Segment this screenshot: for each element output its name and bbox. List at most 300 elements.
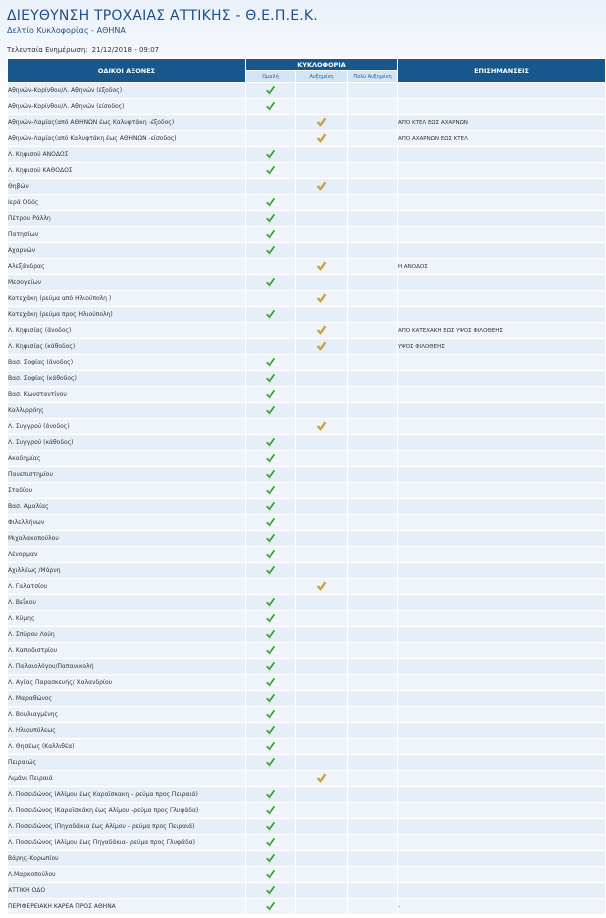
table-row — [8, 83, 606, 99]
green-check-icon — [265, 629, 276, 640]
status-cell-normal — [246, 787, 296, 803]
road-note — [398, 547, 606, 563]
status-cell-normal — [246, 435, 296, 451]
road-name: Λ. Αγίας Παρασκευής/ Χαλανδρίου — [8, 675, 246, 691]
status-cell-normal — [246, 691, 296, 707]
status-cell-very-increased — [348, 579, 398, 595]
table-row — [8, 451, 606, 467]
status-cell-increased — [296, 179, 348, 195]
status-cell-very-increased — [348, 771, 398, 787]
status-cell-increased — [296, 115, 348, 131]
road-name: Λ. Βεΐκου — [8, 595, 246, 611]
road-note — [398, 675, 606, 691]
road-name: Λ. Παλαιολόγου/Παπανικολή — [8, 659, 246, 675]
status-cell-increased — [296, 467, 348, 483]
status-cell-very-increased — [348, 307, 398, 323]
status-cell-increased — [296, 147, 348, 163]
status-cell-very-increased — [348, 515, 398, 531]
road-name: Σταδίου — [8, 483, 246, 499]
table-row — [8, 579, 606, 595]
status-cell-increased — [296, 899, 348, 915]
status-cell-normal — [246, 131, 296, 147]
yellow-check-icon — [316, 421, 327, 432]
status-cell-increased — [296, 83, 348, 99]
road-note — [398, 643, 606, 659]
road-note — [398, 83, 606, 99]
table-row — [8, 243, 606, 259]
status-cell-increased — [296, 675, 348, 691]
status-cell-very-increased — [348, 83, 398, 99]
status-cell-very-increased — [348, 435, 398, 451]
table-row — [8, 899, 606, 915]
yellow-check-icon — [316, 325, 327, 336]
status-cell-very-increased — [348, 595, 398, 611]
status-cell-increased — [296, 307, 348, 323]
status-cell-increased — [296, 163, 348, 179]
status-cell-normal — [246, 547, 296, 563]
traffic-table — [7, 58, 606, 915]
road-name: Καλλιρρόης — [8, 403, 246, 419]
status-cell-normal — [246, 467, 296, 483]
road-note: ΥΨΟΣ ΦΙΛΟΘΕΗΣ — [398, 339, 606, 355]
table-row — [8, 595, 606, 611]
road-name: Λ. Κηφισού ΑΝΟΔΟΣ — [8, 147, 246, 163]
table-row — [8, 723, 606, 739]
status-cell-very-increased — [348, 499, 398, 515]
road-note — [398, 819, 606, 835]
status-cell-normal — [246, 739, 296, 755]
yellow-check-icon — [316, 341, 327, 352]
status-cell-increased — [296, 323, 348, 339]
road-name: Βασ. Σοφίας (κάθοδος) — [8, 371, 246, 387]
road-note — [398, 771, 606, 787]
status-cell-normal — [246, 707, 296, 723]
status-cell-increased — [296, 659, 348, 675]
status-cell-normal — [246, 835, 296, 851]
status-cell-increased — [296, 515, 348, 531]
green-check-icon — [265, 437, 276, 448]
road-name: Αχιλλέως /Μάρνη — [8, 563, 246, 579]
status-cell-normal — [246, 515, 296, 531]
status-cell-very-increased — [348, 563, 398, 579]
green-check-icon — [265, 677, 276, 688]
status-cell-increased — [296, 787, 348, 803]
table-row — [8, 563, 606, 579]
road-note — [398, 851, 606, 867]
status-cell-very-increased — [348, 611, 398, 627]
road-note — [398, 211, 606, 227]
table-row — [8, 691, 606, 707]
status-cell-very-increased — [348, 819, 398, 835]
road-note — [398, 99, 606, 115]
green-check-icon — [265, 453, 276, 464]
road-name: Λ. Συγγρού (άνοδος) — [8, 419, 246, 435]
status-cell-normal — [246, 899, 296, 915]
road-note — [398, 563, 606, 579]
status-cell-increased — [296, 291, 348, 307]
road-note — [398, 739, 606, 755]
status-cell-increased — [296, 819, 348, 835]
green-check-icon — [265, 789, 276, 800]
road-note — [398, 451, 606, 467]
page-title: ΔΙΕΥΘΥΝΣΗ ΤΡΟΧΑΙΑΣ ΑΤΤΙΚΗΣ - Θ.Ε.Π.Ε.Κ. — [7, 8, 318, 24]
status-cell-increased — [296, 771, 348, 787]
road-name: Κατεχάκη (ρεύμα προς Ηλιούπολη) — [8, 307, 246, 323]
status-cell-increased — [296, 563, 348, 579]
road-name: Πειραιώς — [8, 755, 246, 771]
last-update-label: Τελευταία Ενημέρωση: — [7, 46, 88, 54]
status-cell-normal — [246, 147, 296, 163]
road-name: Λ. Κηφισίας (κάθοδος) — [8, 339, 246, 355]
green-check-icon — [265, 741, 276, 752]
status-cell-normal — [246, 627, 296, 643]
status-cell-normal — [246, 675, 296, 691]
subheader-normal: Ομαλή — [246, 71, 296, 83]
table-row — [8, 131, 606, 147]
green-check-icon — [265, 373, 276, 384]
status-cell-very-increased — [348, 531, 398, 547]
road-name: Λιμάνι Πειραιά — [8, 771, 246, 787]
green-check-icon — [265, 645, 276, 656]
status-cell-increased — [296, 275, 348, 291]
status-cell-very-increased — [348, 659, 398, 675]
header-roads: ΟΔΙΚΟΙ ΑΞΟΝΕΣ — [8, 59, 246, 83]
status-cell-increased — [296, 483, 348, 499]
road-note — [398, 723, 606, 739]
status-cell-normal — [246, 83, 296, 99]
road-note — [398, 227, 606, 243]
status-cell-very-increased — [348, 115, 398, 131]
status-cell-normal — [246, 867, 296, 883]
status-cell-increased — [296, 883, 348, 899]
table-row — [8, 659, 606, 675]
road-note — [398, 195, 606, 211]
status-cell-normal — [246, 755, 296, 771]
status-cell-very-increased — [348, 419, 398, 435]
table-row — [8, 179, 606, 195]
road-name: Λ. Θησέως (Καλλιθέα) — [8, 739, 246, 755]
green-check-icon — [265, 533, 276, 544]
road-name: Αθηνών-Κορίνθου/Λ. Αθηνών (έξοδος) — [8, 83, 246, 99]
road-name: Βασ. Αμαλίας — [8, 499, 246, 515]
status-cell-increased — [296, 611, 348, 627]
green-check-icon — [265, 885, 276, 896]
road-name: Φιλελλήνων — [8, 515, 246, 531]
status-cell-increased — [296, 531, 348, 547]
road-name: Λ. Ποσειδώνος (Αλίμου έως Καραϊσκακη - ρεύμα προς Πειραιά) — [8, 787, 246, 803]
status-cell-increased — [296, 867, 348, 883]
status-cell-very-increased — [348, 163, 398, 179]
status-cell-normal — [246, 595, 296, 611]
status-cell-normal — [246, 115, 296, 131]
status-cell-very-increased — [348, 259, 398, 275]
table-row — [8, 339, 606, 355]
green-check-icon — [265, 309, 276, 320]
road-note — [398, 531, 606, 547]
road-note — [398, 467, 606, 483]
green-check-icon — [265, 821, 276, 832]
status-cell-normal — [246, 387, 296, 403]
road-note — [398, 515, 606, 531]
road-note — [398, 611, 606, 627]
status-cell-increased — [296, 259, 348, 275]
status-cell-very-increased — [348, 403, 398, 419]
green-check-icon — [265, 485, 276, 496]
road-note: ΑΠΟ ΑΧΑΡΝΩΝ ΕΩΣ ΚΤΕΛ — [398, 131, 606, 147]
road-name: Πέτρου Ράλλη — [8, 211, 246, 227]
road-note — [398, 835, 606, 851]
table-row — [8, 835, 606, 851]
road-name: Πατησίων — [8, 227, 246, 243]
status-cell-increased — [296, 691, 348, 707]
road-note — [398, 499, 606, 515]
status-cell-increased — [296, 451, 348, 467]
page-subtitle: Δελτίο Κυκλοφορίας - ΑΘΗΝΑ — [7, 26, 126, 35]
table-row — [8, 371, 606, 387]
status-cell-increased — [296, 643, 348, 659]
status-cell-normal — [246, 819, 296, 835]
road-note — [398, 707, 606, 723]
status-cell-normal — [246, 227, 296, 243]
status-cell-normal — [246, 611, 296, 627]
green-check-icon — [265, 709, 276, 720]
road-note — [398, 579, 606, 595]
road-name: Λ. Κύμης — [8, 611, 246, 627]
green-check-icon — [265, 149, 276, 160]
table-row — [8, 499, 606, 515]
table-row — [8, 227, 606, 243]
table-row — [8, 291, 606, 307]
status-cell-very-increased — [348, 275, 398, 291]
green-check-icon — [265, 693, 276, 704]
green-check-icon — [265, 805, 276, 816]
status-cell-very-increased — [348, 467, 398, 483]
green-check-icon — [265, 725, 276, 736]
green-check-icon — [265, 661, 276, 672]
status-cell-increased — [296, 723, 348, 739]
status-cell-increased — [296, 579, 348, 595]
status-cell-increased — [296, 211, 348, 227]
road-note — [398, 787, 606, 803]
yellow-check-icon — [316, 261, 327, 272]
road-note — [398, 179, 606, 195]
table-row — [8, 147, 606, 163]
table-row — [8, 275, 606, 291]
green-check-icon — [265, 901, 276, 912]
table-row — [8, 403, 606, 419]
status-cell-very-increased — [348, 723, 398, 739]
table-row — [8, 307, 606, 323]
road-note: ΑΠΟ ΚΤΕΛ ΕΩΣ ΑΧΑΡΝΩΝ — [398, 115, 606, 131]
road-note — [398, 883, 606, 899]
table-row — [8, 259, 606, 275]
road-note — [398, 867, 606, 883]
status-cell-very-increased — [348, 131, 398, 147]
table-row — [8, 467, 606, 483]
status-cell-very-increased — [348, 323, 398, 339]
yellow-check-icon — [316, 117, 327, 128]
status-cell-very-increased — [348, 691, 398, 707]
yellow-check-icon — [316, 181, 327, 192]
status-cell-very-increased — [348, 451, 398, 467]
status-cell-increased — [296, 419, 348, 435]
road-name: Λ. Κηφισού ΚΑΘΟΔΟΣ — [8, 163, 246, 179]
table-row — [8, 531, 606, 547]
status-cell-normal — [246, 851, 296, 867]
road-name: Αθηνών-Λαμίας(από ΑΘΗΝΩΝ έως Καλυφτάκη -έξοδος) — [8, 115, 246, 131]
status-cell-normal — [246, 403, 296, 419]
green-check-icon — [265, 469, 276, 480]
subheader-very-increased: Πολύ Αυξημένη — [348, 71, 398, 83]
status-cell-very-increased — [348, 707, 398, 723]
status-cell-increased — [296, 627, 348, 643]
road-name: Λ. Καποδιστρίου — [8, 643, 246, 659]
status-cell-very-increased — [348, 291, 398, 307]
status-cell-normal — [246, 355, 296, 371]
status-cell-increased — [296, 195, 348, 211]
status-cell-normal — [246, 483, 296, 499]
status-cell-very-increased — [348, 835, 398, 851]
road-name: Λ. Ποσειδώνος (Καραϊσκάκη έως Αλίμου -ρεύμα προς Γλυφάδα) — [8, 803, 246, 819]
green-check-icon — [265, 245, 276, 256]
status-cell-very-increased — [348, 803, 398, 819]
road-note — [398, 595, 606, 611]
table-row — [8, 755, 606, 771]
road-name: Αχαρνών — [8, 243, 246, 259]
road-name: Θηβών — [8, 179, 246, 195]
green-check-icon — [265, 501, 276, 512]
road-name: Αθηνών-Κορίνθου/Λ. Αθηνών (είσοδος) — [8, 99, 246, 115]
status-cell-very-increased — [348, 339, 398, 355]
road-note — [398, 659, 606, 675]
green-check-icon — [265, 597, 276, 608]
green-check-icon — [265, 549, 276, 560]
status-cell-very-increased — [348, 755, 398, 771]
table-body — [8, 83, 606, 915]
status-cell-very-increased — [348, 211, 398, 227]
road-name: Βασ. Σοφίας (άνοδος) — [8, 355, 246, 371]
status-cell-very-increased — [348, 643, 398, 659]
road-name: Λ. Ποσειδώνος (Πηγαδάκια έως Αλίμου - ρεύμα προς Πειραιά) — [8, 819, 246, 835]
road-note — [398, 691, 606, 707]
status-cell-very-increased — [348, 227, 398, 243]
yellow-check-icon — [316, 293, 327, 304]
status-cell-increased — [296, 435, 348, 451]
status-cell-very-increased — [348, 851, 398, 867]
table-row — [8, 675, 606, 691]
green-check-icon — [265, 229, 276, 240]
status-cell-increased — [296, 499, 348, 515]
road-note — [398, 435, 606, 451]
road-note: ΑΠΟ ΚΑΤΕΧΑΚΗ ΕΩΣ ΥΨΟΣ ΦΙΛΟΘΕΗΣ — [398, 323, 606, 339]
status-cell-very-increased — [348, 99, 398, 115]
road-note: - — [398, 899, 606, 915]
road-name: Αλεξάνδρας — [8, 259, 246, 275]
status-cell-increased — [296, 707, 348, 723]
road-name: Βάρης-Κορωπίου — [8, 851, 246, 867]
status-cell-increased — [296, 339, 348, 355]
status-cell-normal — [246, 163, 296, 179]
road-name: Κατεχάκη (ρεύμα από Ηλιούπολη ) — [8, 291, 246, 307]
status-cell-very-increased — [348, 387, 398, 403]
road-note — [398, 275, 606, 291]
yellow-check-icon — [316, 581, 327, 592]
status-cell-very-increased — [348, 627, 398, 643]
status-cell-increased — [296, 387, 348, 403]
header-traffic: ΚΥΚΛΟΦΟΡΙΑ — [246, 59, 398, 71]
status-cell-very-increased — [348, 147, 398, 163]
road-name: Λ. Σπύρου Λούη — [8, 627, 246, 643]
green-check-icon — [265, 213, 276, 224]
status-cell-very-increased — [348, 355, 398, 371]
table-row — [8, 515, 606, 531]
green-check-icon — [265, 517, 276, 528]
status-cell-increased — [296, 547, 348, 563]
green-check-icon — [265, 613, 276, 624]
table-row — [8, 163, 606, 179]
green-check-icon — [265, 101, 276, 112]
table-row — [8, 483, 606, 499]
green-check-icon — [265, 837, 276, 848]
road-name: Λ. Ηλιουπόλεως — [8, 723, 246, 739]
table-row — [8, 627, 606, 643]
road-note — [398, 755, 606, 771]
table-row — [8, 883, 606, 899]
status-cell-increased — [296, 131, 348, 147]
road-name: Λ. Βουλιαγμένης — [8, 707, 246, 723]
status-cell-normal — [246, 339, 296, 355]
status-cell-increased — [296, 355, 348, 371]
table-row — [8, 547, 606, 563]
status-cell-very-increased — [348, 243, 398, 259]
status-cell-increased — [296, 803, 348, 819]
green-check-icon — [265, 85, 276, 96]
table-row — [8, 803, 606, 819]
header-notes: ΕΠΙΣΗΜΑΝΣΕΙΣ — [398, 59, 606, 83]
green-check-icon — [265, 389, 276, 400]
road-note — [398, 307, 606, 323]
road-name: ΠΕΡΙΦΕΡΕΙΑΚΗ ΚΑΡΕΑ ΠΡΟΣ ΑΘΗΝΑ — [8, 899, 246, 915]
road-name: Λ. Ποσειδώνος (Αλίμου έως Πηγαδάκια- ρεύμα προς Γλυφάδα) — [8, 835, 246, 851]
road-note: Η ΑΝΟΔΟΣ — [398, 259, 606, 275]
table-row — [8, 211, 606, 227]
road-name: Πανεπιστημίου — [8, 467, 246, 483]
table-row — [8, 643, 606, 659]
status-cell-normal — [246, 531, 296, 547]
road-name: Αθηνών-Λαμίας(από Καλυφτάκη έως ΑΘΗΝΩΝ -είσοδος) — [8, 131, 246, 147]
road-note — [398, 355, 606, 371]
status-cell-increased — [296, 851, 348, 867]
table-row — [8, 323, 606, 339]
status-cell-normal — [246, 563, 296, 579]
road-name: Λ. Μαραθώνος — [8, 691, 246, 707]
green-check-icon — [265, 565, 276, 576]
status-cell-increased — [296, 243, 348, 259]
status-cell-normal — [246, 195, 296, 211]
road-note — [398, 291, 606, 307]
status-cell-normal — [246, 179, 296, 195]
status-cell-normal — [246, 323, 296, 339]
green-check-icon — [265, 869, 276, 880]
table-row — [8, 435, 606, 451]
road-name: Ιερά Οδός — [8, 195, 246, 211]
table-row — [8, 771, 606, 787]
table-row — [8, 419, 606, 435]
status-cell-normal — [246, 883, 296, 899]
road-note — [398, 803, 606, 819]
table-row — [8, 611, 606, 627]
status-cell-normal — [246, 723, 296, 739]
